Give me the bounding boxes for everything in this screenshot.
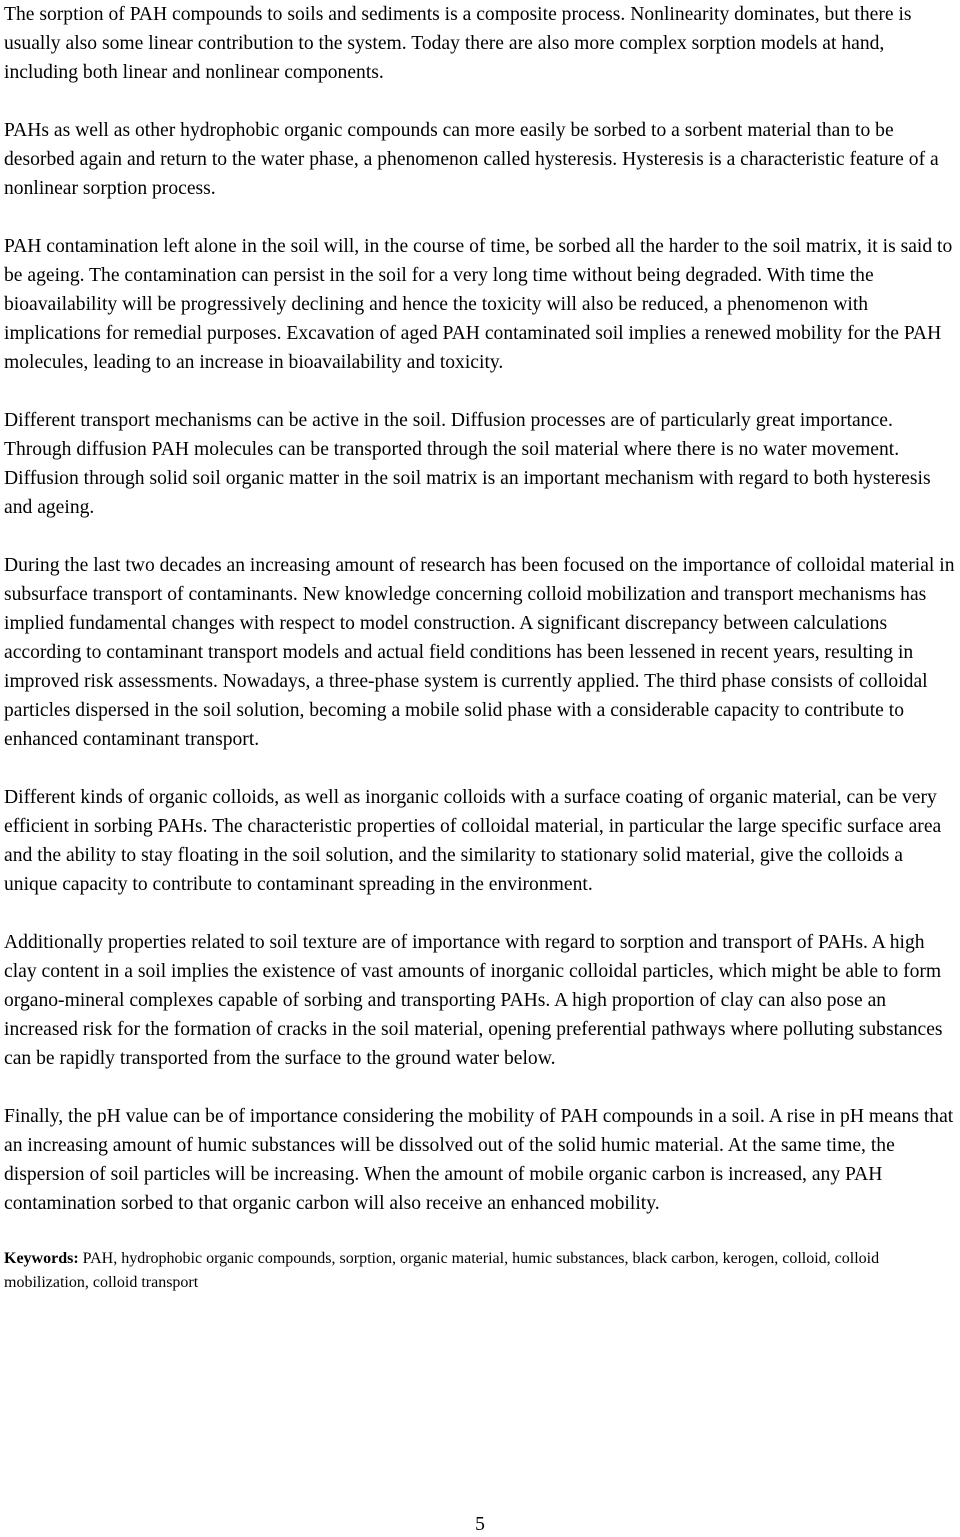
paragraph-gap [4,522,958,551]
paragraph-soil-texture: Additionally properties related to soil texture are of importance with regard to sorption and transport of PAHs. A high clay content in a soil implies the existence of vast amounts of inorganic colloidal particles, which might be able to form organo-mineral complexes capable of sorbing and transporting PAHs. A high proportion of clay can also pose an increased risk for the formation of cracks in the soil material, opening preferential pathways where polluting substances can be rapidly transported from the surface to the ground water below. [4,932,943,1069]
paragraph-ageing: PAH contamination left alone in the soil will, in the course of time, be sorbed all the harder to the soil matrix, it is said to be ageing. The contamination can persist in the soil for a very long time without being degraded. With time the bioavailability will be progressively declining and hence the toxicity will also be reduced, a phenomenon with implications for remedial purposes. Excavation of aged PAH contaminated soil implies a renewed mobility for the PAH molecules, leading to an increase in bioavailability and toxicity. [4,236,953,373]
paragraph-gap [4,754,958,783]
paragraph-gap [4,203,958,232]
paragraph-colloidal-research: During the last two decades an increasing amount of research has been focused on the importance of colloidal material in subsurface transport of contaminants. New knowledge concerning colloid mobilization and transport mechanisms has implied fundamental changes with respect to model construction. A significant discrepancy between calculations according to contaminant transport models and actual field conditions has been lessened in recent years, resulting in improved risk assessments. Nowadays, a three-phase system is currently applied. The third phase consists of colloidal particles dispersed in the soil solution, becoming a mobile solid phase with a considerable capacity to contribute to enhanced contaminant transport. [4,555,955,750]
paragraph-gap [4,87,958,116]
keywords-line [4,1247,958,1295]
paragraph-sorption: The sorption of PAH compounds to soils and sediments is a composite process. Nonlinearity dominates, but there is usually also some linear contribution to the system. Today there are also more complex sorption models at hand, including both linear and nonlinear components. [4,4,912,83]
paragraph-gap [4,1218,958,1247]
document-page [4,0,958,1295]
paragraph-gap [4,1073,958,1102]
page-number: 5 [475,1514,485,1535]
paragraph-gap [4,899,958,928]
paragraph-transport-mechanisms: Different transport mechanisms can be active in the soil. Diffusion processes are of particularly great importance. Through diffusion PAH molecules can be transported through the soil material where there is no water movement. Diffusion through solid soil organic matter in the soil matrix is an important mechanism with regard to both hysteresis and ageing. [4,410,931,518]
paragraph-gap [4,377,958,406]
keywords-text: PAH, hydrophobic organic compounds, sorption, organic material, humic substances, black carbon, kerogen, colloid, colloid mobilization, colloid transport [4,1250,880,1291]
paragraph-ph-value: Finally, the pH value can be of importance considering the mobility of PAH compounds in a soil. A rise in pH means that an increasing amount of humic substances will be dissolved out of the solid humic material. At the same time, the dispersion of soil particles will be increasing. When the amount of mobile organic carbon is increased, any PAH contamination sorbed to that organic carbon will also receive an enhanced mobility. [4,1106,954,1214]
paragraph-hysteresis: PAHs as well as other hydrophobic organic compounds can more easily be sorbed to a sorbent material than to be desorbed again and return to the water phase, a phenomenon called hysteresis. Hysteresis is a characteristic feature of a nonlinear sorption process. [4,120,939,199]
keywords-label: Keywords: [4,1250,79,1267]
paragraph-organic-colloids: Different kinds of organic colloids, as well as inorganic colloids with a surface coating of organic material, can be very efficient in sorbing PAHs. The characteristic properties of colloidal material, in particular the large specific surface area and the ability to stay floating in the soil solution, and the similarity to stationary solid material, give the colloids a unique capacity to contribute to contaminant spreading in the environment. [4,787,942,895]
